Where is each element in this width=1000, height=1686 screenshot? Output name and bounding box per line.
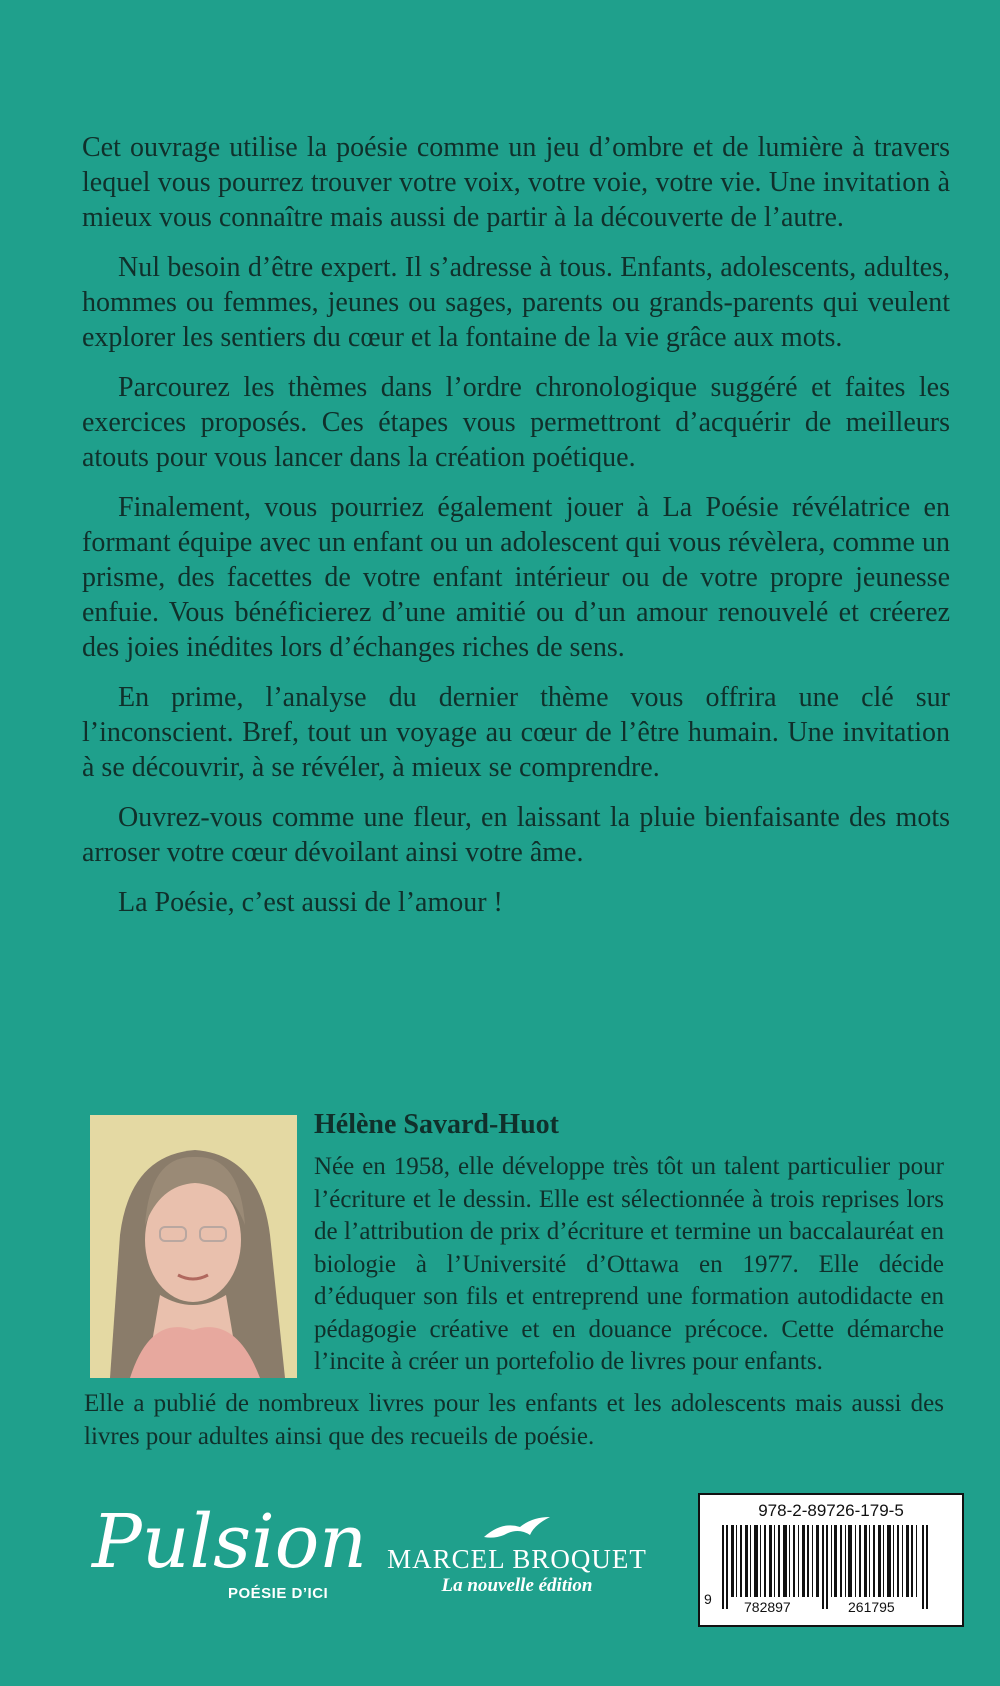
blurb-paragraph-2: Nul besoin d’être expert. Il s’adresse à tous. Enfants, adolescents, adultes, hommes ou femmes, jeunes ou sages, parents ou grands-parents qui veulent explorer les sentiers du cœur et la fontaine de la vie grâce aux mots. xyxy=(82,252,950,353)
blurb-paragraph-4: Finalement, vous pourriez également jouer à La Poésie révélatrice en formant équipe avec un enfant ou un adolescent qui vous révèlera, comme un prisme, des facettes de votre enfant intérieur ou de votre propre jeunesse enfuie. Vous bénéficierez d’une amitié ou d’un amour renouvelé et créerez des joies inédites lors d’échanges riches de sens. xyxy=(82,492,950,663)
pulsion-logo-text: Pulsion xyxy=(92,1499,367,1585)
barcode-bars xyxy=(712,1525,952,1609)
author-name: Hélène Savard-Huot xyxy=(314,1109,559,1140)
bird-icon xyxy=(482,1515,552,1541)
blurb-paragraph-3: Parcourez les thèmes dans l’ordre chronologique suggéré et faites les exercices proposés. Ces étapes vous permettront d’acquérir de meilleurs atouts pour vous lancer dans la création poétique. xyxy=(82,372,950,473)
publisher-name: MARCEL BROQUET xyxy=(387,1544,647,1574)
barcode-first-digit: 9 xyxy=(704,1591,712,1607)
barcode-group-2: 261795 xyxy=(848,1599,895,1615)
barcode-group-1: 782897 xyxy=(744,1599,791,1615)
publisher-logo xyxy=(382,1515,652,1597)
blurb-paragraph-6: Ouvrez-vous comme une fleur, en laissant la pluie bienfaisante des mots arroser votre cœur dévoilant ainsi votre âme. xyxy=(82,802,950,868)
blurb-paragraph-5: En prime, l’analyse du dernier thème vous offrira une clé sur l’inconscient. Bref, tout un voyage au cœur de l’être humain. Une invitation à se découvrir, à se révéler, à mieux se comprendre. xyxy=(82,682,950,783)
author-section xyxy=(314,1107,944,1379)
collection-tagline: POÉSIE D’ICI xyxy=(228,1585,329,1602)
author-bio-part1: Née en 1958, elle développe très tôt un talent particulier pour l’écriture et le dessin. Elle est sélectionnée à trois reprises lors de l’attribution de prix d’écriture et termine un baccalauréat en biologie à l’Université d’Ottawa en 1977. Elle décide d’éduquer son fils et entreprend une formation autodidacte en pédagogie créative et en douance précoce. Cette démarche l’incite à créer un portefolio de livres pour enfants. xyxy=(314,1153,944,1375)
blurb-paragraph-1: Cet ouvrage utilise la poésie comme un jeu d’ombre et de lumière à travers lequel vous pourrez trouver votre voix, votre voie, votre vie. Une invitation à mieux vous connaître mais aussi de partir à la découverte de l’autre. xyxy=(82,132,950,233)
blurb-paragraph-7: La Poésie, c’est aussi de l’amour ! xyxy=(118,887,503,918)
author-bio-part2: Elle a publié de nombreux livres pour les enfants et les adolescents mais aussi des livres pour adultes ainsi que des recueils de poésie. xyxy=(84,1390,944,1450)
author-portrait-image xyxy=(90,1115,297,1378)
isbn-barcode xyxy=(698,1493,964,1627)
author-photo xyxy=(90,1115,297,1378)
isbn-number: 978-2-89726-179-5 xyxy=(758,1501,904,1520)
publisher-subtitle: La nouvelle édition xyxy=(441,1575,593,1596)
blurb-text xyxy=(82,130,950,935)
